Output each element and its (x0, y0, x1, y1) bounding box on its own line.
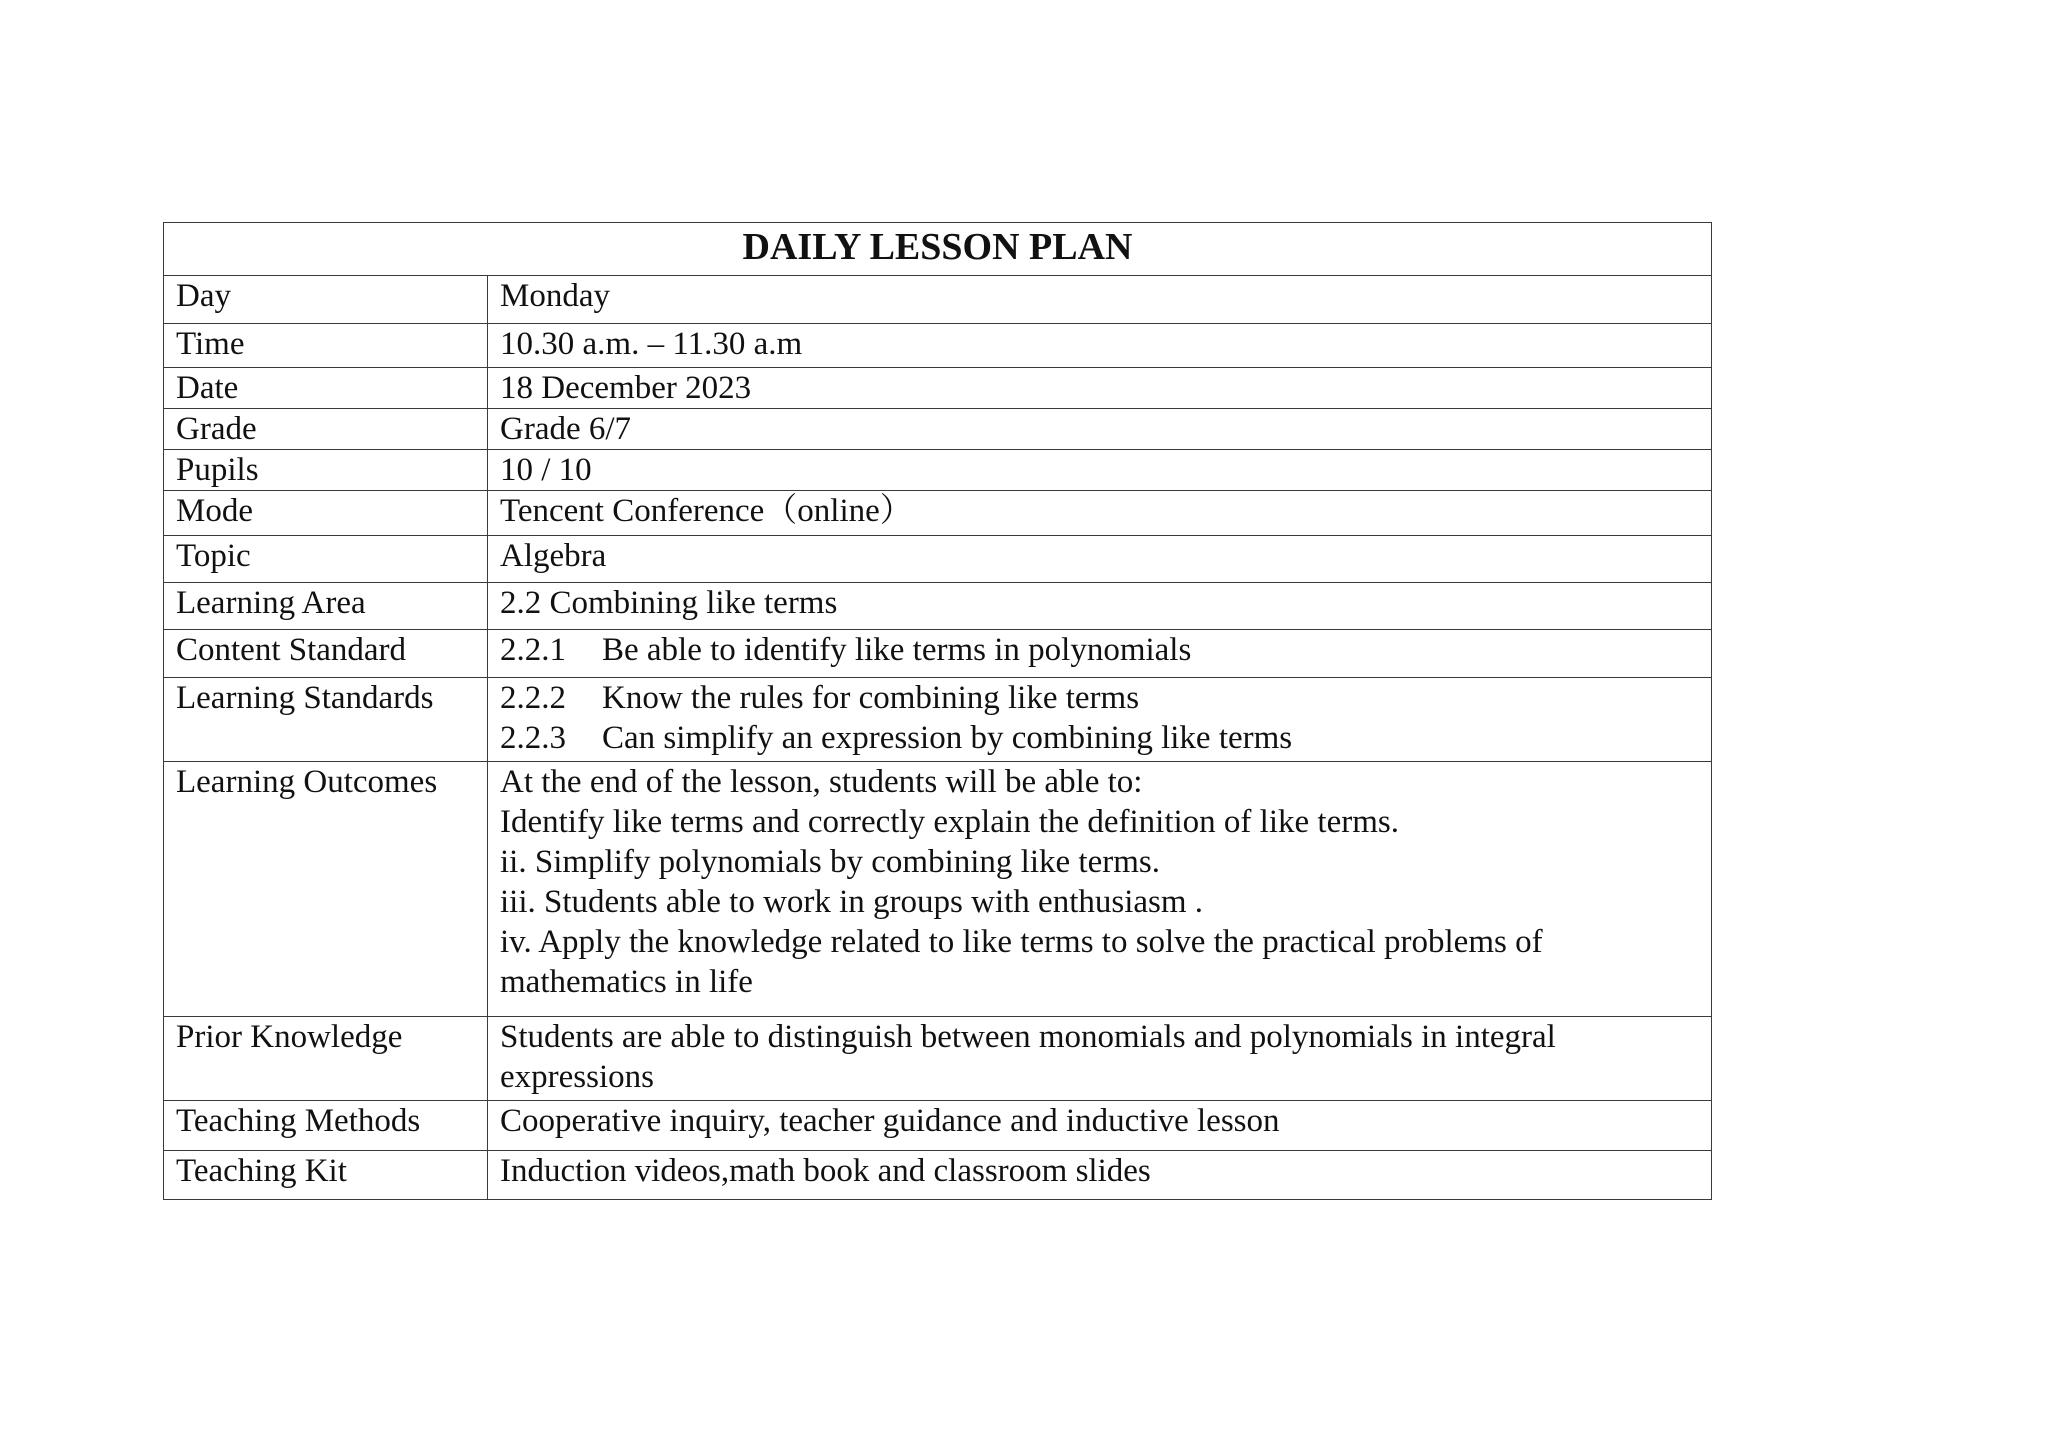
outcome-line: At the end of the lesson, students will be able to: (500, 764, 1143, 800)
standard-number: 2.2.2 (500, 680, 566, 716)
table-row-day (164, 276, 1712, 324)
table-row-date (164, 368, 1712, 409)
row-label-learning-standards: Learning Standards (164, 678, 488, 762)
table-row-mode (164, 491, 1712, 536)
document-title: DAILY LESSON PLAN (164, 223, 1712, 276)
table-row-grade (164, 409, 1712, 450)
standard-text: Can simplify an expression by combining like terms (602, 720, 1293, 756)
row-value-teaching-methods: Cooperative inquiry, teacher guidance and inductive lesson (488, 1101, 1712, 1151)
prior-knowledge-line: Students are able to distinguish between monomials and polynomials in integral (500, 1019, 1556, 1055)
row-value-learning-outcomes (488, 762, 1712, 1017)
row-label-content-standard: Content Standard (164, 630, 488, 678)
standard-number: 2.2.1 (500, 632, 566, 668)
row-value-date: 18 December 2023 (488, 368, 1712, 409)
table-row-teaching-methods (164, 1101, 1712, 1151)
table-row-teaching-kit (164, 1151, 1712, 1200)
row-value-pupils: 10 / 10 (488, 450, 1712, 491)
table-row-content-standard (164, 630, 1712, 678)
standard-text: Be able to identify like terms in polynomials (602, 632, 1192, 668)
row-label-learning-area: Learning Area (164, 583, 488, 630)
row-label-mode: Mode (164, 491, 488, 536)
standard-text: Know the rules for combining like terms (602, 680, 1140, 716)
lesson-plan-table (163, 222, 1712, 1200)
table-row-learning-standards (164, 678, 1712, 762)
table-row-time (164, 324, 1712, 368)
row-value-teaching-kit: Induction videos,math book and classroom slides (488, 1151, 1712, 1200)
title-row (164, 223, 1712, 276)
outcome-line: iv. Apply the knowledge related to like terms to solve the practical problems of (500, 924, 1543, 960)
row-value-prior-knowledge (488, 1017, 1712, 1101)
row-label-date: Date (164, 368, 488, 409)
prior-knowledge-line: expressions (500, 1059, 654, 1095)
row-label-teaching-kit: Teaching Kit (164, 1151, 488, 1200)
row-value-day: Monday (488, 276, 1712, 324)
row-label-day: Day (164, 276, 488, 324)
table-row-learning-area (164, 583, 1712, 630)
row-label-prior-knowledge: Prior Knowledge (164, 1017, 488, 1101)
row-value-topic: Algebra (488, 536, 1712, 583)
outcome-line: Identify like terms and correctly explain the definition of like terms. (500, 804, 1399, 840)
table-row-prior-knowledge (164, 1017, 1712, 1101)
standard-item (500, 678, 1699, 718)
row-label-teaching-methods: Teaching Methods (164, 1101, 488, 1151)
outcome-line: mathematics in life (500, 964, 753, 1000)
standard-item (500, 630, 1699, 670)
row-value-time: 10.30 a.m. – 11.30 a.m (488, 324, 1712, 368)
row-label-time: Time (164, 324, 488, 368)
row-label-learning-outcomes: Learning Outcomes (164, 762, 488, 1017)
table-row-pupils (164, 450, 1712, 491)
row-value-content-standard (488, 630, 1712, 678)
standard-item (500, 718, 1699, 758)
row-label-pupils: Pupils (164, 450, 488, 491)
row-label-topic: Topic (164, 536, 488, 583)
row-label-grade: Grade (164, 409, 488, 450)
standard-number: 2.2.3 (500, 720, 566, 756)
outcome-line: iii. Students able to work in groups with enthusiasm . (500, 884, 1204, 920)
table-row-topic (164, 536, 1712, 583)
row-value-learning-area: 2.2 Combining like terms (488, 583, 1712, 630)
outcome-line: ii. Simplify polynomials by combining like terms. (500, 844, 1160, 880)
row-value-mode: Tencent Conference（online） (488, 491, 1712, 536)
row-value-learning-standards (488, 678, 1712, 762)
table-row-learning-outcomes (164, 762, 1712, 1017)
row-value-grade: Grade 6/7 (488, 409, 1712, 450)
